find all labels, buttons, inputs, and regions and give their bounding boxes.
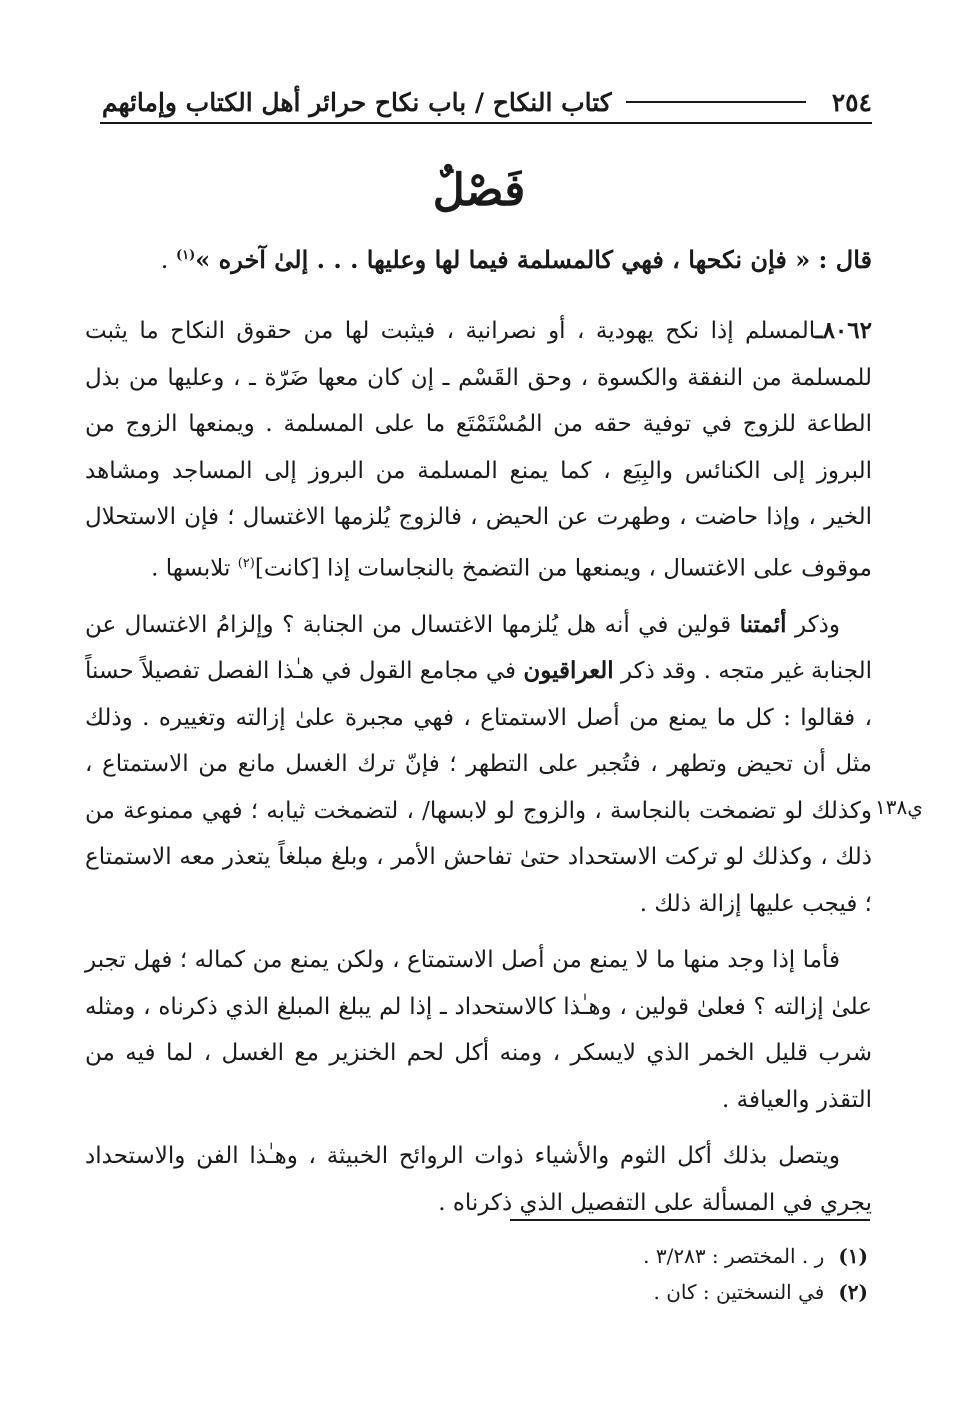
paragraph-text: وذكر: [786, 611, 840, 638]
quote-text: فإن نكحها ، فهي كالمسلمة فيما لها وعليها . . . إلىٰ آخره: [218, 245, 787, 274]
paragraph-garlic: ويتصل بذلك أكل الثوم والأشياء ذوات الروائح الخبيثة ، وهـٰذا الفن والاستحداد يجري في المسألة على التفصيل الذي ذكرناه .: [85, 1143, 872, 1216]
footnote-ref-2: (٢): [237, 555, 255, 571]
footnote-ref-1: (١): [175, 248, 196, 263]
paragraph-text: المسلم إذا نكح يهودية ، أو نصرانية ، فيثبت لها من حقوق النكاح ما يثبت للمسلمة من النفقة والكسوة ، وحق القَسْم ـ إن كان معها ضَرّة ـ ، وعليها من بذل الطاعة للزوج في توفية حقه من المُسْتَمْتَع ما على المسلمة . ويمنعها الزوج من البروز إلى الكنائس والبِيَع ، كما يمنع المسلمة من البروز إلى المساجد ومشاهد الخير ، وإذا حاضت ، وطهرت عن الحيض ، فالزوج يُلزمها الاغتسال ؛ فإن الاستحلال موقوف على الاغتسال ، ويمنعها من التضمخ بالنجاسات إذا [كانت]: [85, 318, 872, 582]
page-number: ٢٥٤: [831, 87, 872, 117]
footnote-rule: [510, 1219, 870, 1221]
paragraph-not-preventing: فأما إذا وجد منها ما لا يمنع من أصل الاستمتاع ، ولكن يمنع من كماله ؛ فهل تجبر علىٰ إزالته ؟ فعلىٰ قولين ، وهـٰذا كالاستحداد ـ إذا لم يبلغ المبلغ الذي ذكرناه ، ومثله شرب قليل الخمر الذي لايسكر ، ومنه أكل لحم الخنزير مع الغسل ، لما فيه من التقذر والعيافة .: [85, 947, 872, 1113]
quote-suffix: »: [195, 245, 211, 274]
footnote-text: ر . المختصر : ٣/٢٨٣ .: [643, 1244, 825, 1268]
running-title: كتاب النكاح / باب نكاح حرائر أهل الكتاب وإمائهم: [101, 87, 612, 117]
running-header: [100, 82, 872, 124]
paragraph-text-end: تلابسها .: [151, 555, 238, 582]
footnote-2: [88, 1274, 868, 1310]
emphasis-aimmatuna: أئمتنا: [739, 610, 787, 638]
quote-prefix: قال : «: [795, 245, 872, 274]
paragraph-text: قولين في أنه هل يُلزمها الاغتسال من الجنابة ؟ وإلزامُ الاغتسال عن الجنابة غير متجه . وقد ذكر: [85, 611, 872, 685]
quote-line: [92, 245, 872, 274]
margin-manuscript-ref: ي١٣٨: [875, 795, 923, 819]
footnote-number: (١): [838, 1244, 868, 1268]
paragraph-number: ٨٠٦٢ـ: [815, 317, 872, 344]
header-rule: [626, 101, 806, 103]
paragraph-text: في مجامع القول في هـٰذا الفصل تفصيلاً حسناً ، فقالوا : كل ما يمنع من أصل الاستمتاع ، فهي مجبرة علىٰ إزالته وتغييره . وذلك مثل أن تحيض وتطهر ، فتُجبر على التطهر ؛ فإنّ ترك الغسل مانع من الاستمتاع ، وكذلك لو تضمخت بالنجاسة ، والزوج لو لابسها/ ، لتضمخت ثيابه ؛ فهي ممنوعة من ذلك ، وكذلك لو تركت الاستحداد حتىٰ تفاحش الأمر ، وبلغ مبلغاً يتعذر معه الاستمتاع ؛ فيجب عليها إزالة ذلك .: [85, 658, 872, 917]
quote-end: .: [160, 246, 176, 274]
footnote-number: (٢): [838, 1280, 868, 1304]
footnotes: [88, 1238, 868, 1310]
emphasis-iraqiyyun: العراقيون: [523, 657, 614, 685]
paragraph-two-opinions: [85, 602, 872, 928]
paragraph-8062: [85, 308, 872, 592]
footnote-1: [88, 1238, 868, 1274]
body-text: [85, 308, 872, 1236]
section-heading: فَصْلٌ: [432, 165, 526, 216]
footnote-text: في النسختين : كان .: [653, 1280, 825, 1304]
